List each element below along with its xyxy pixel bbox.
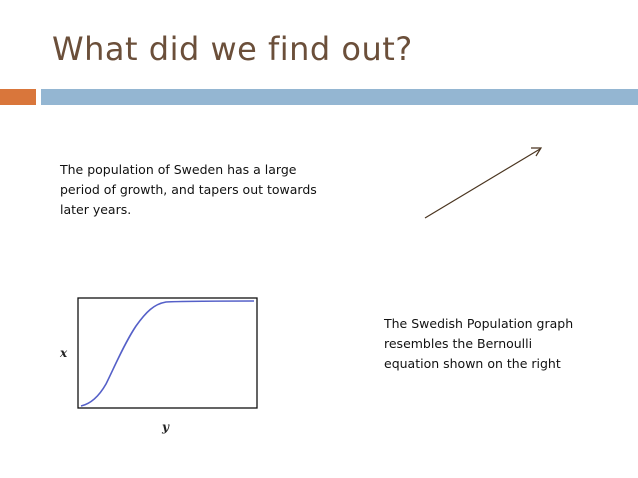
accent-bar-blue <box>41 89 638 105</box>
graph-x-axis-label: x <box>60 346 68 360</box>
slide-title: What did we find out? <box>52 30 413 68</box>
logistic-curve-graph <box>54 292 266 438</box>
graph-y-axis-label: y <box>162 420 169 434</box>
population-description: The population of Sweden has a large period of growth, and tapers out towards later years. <box>60 162 317 217</box>
arrow-icon <box>420 145 550 225</box>
bernoulli-comparison-text: The Swedish Population graph resembles the Bernoulli equation shown on the right <box>384 316 574 371</box>
accent-bar-orange <box>0 89 36 105</box>
graph-frame <box>78 298 257 408</box>
